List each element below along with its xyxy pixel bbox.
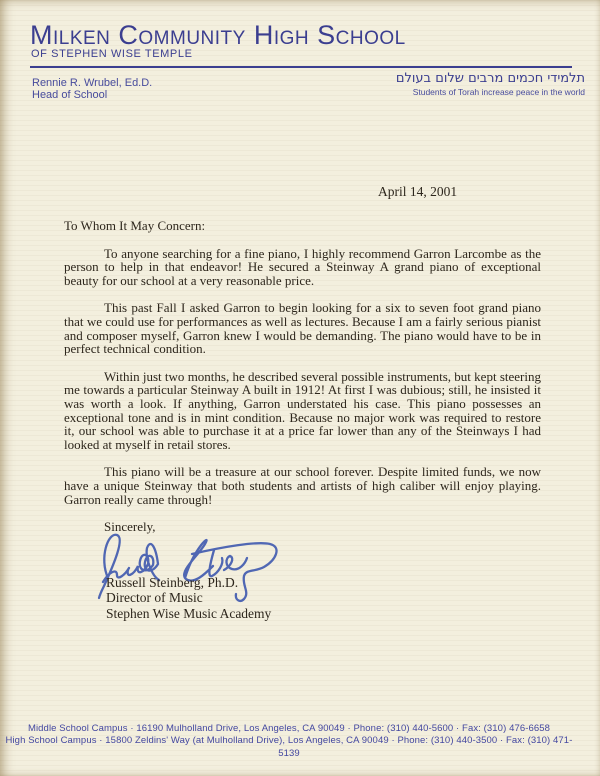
letter-date: April 14, 2001: [378, 184, 458, 199]
head-of-school-block: [32, 77, 152, 101]
signer-title: Director of Music: [106, 590, 203, 606]
school-name: Milken Community High School: [30, 20, 406, 50]
hebrew-motto: תלמידי חכמים מרבים שלום בעולם: [395, 71, 585, 86]
signer-org: Stephen Wise Music Academy: [106, 605, 272, 621]
paragraph-1: To anyone searching for a fine piano, I highly recommend Garron Larcombe as the person to help in that endeavor! He secured a Steinway A grand piano of exceptional beauty for our school at a very reasonable price.: [64, 245, 541, 289]
signer-name: Russell Steinberg, Ph.D.: [106, 575, 239, 590]
closing-sincerely: Sincerely,: [104, 518, 156, 534]
signature-block: [106, 575, 271, 621]
footer-middle-school-campus: Middle School Campus · 16190 Mulholland Drive, Los Angeles, CA 90049 · Phone: (310) 440-5600 · Fax: (310) 476-6658: [27, 723, 551, 734]
paragraph-2: This past Fall I asked Garron to begin looking for a six to seven foot grand piano that we could use for performances as well as lectures. Because I am a fairly serious pianist and composer myself, Garron knew I would be demanding. The piano would have to be in perfect technical condition.: [64, 300, 541, 357]
footer-addresses: [0, 723, 578, 760]
head-of-school-name: Rennie R. Wrubel, Ed.D.: [32, 77, 153, 89]
school-motto-block: [396, 72, 585, 98]
letterhead-divider: [30, 66, 572, 68]
letter-body: [64, 219, 541, 534]
footer-high-school-campus: High School Campus · 15800 Zeldins' Way (at Mulholland Drive), Los Angeles, CA 90049 · Phone: (310) 440-3500 · Fax: (310) 471-5139: [5, 735, 573, 759]
paragraph-4: This piano will be a treasure at our school forever. Despite limited funds, we now have a unique Steinway that both students and artists of high caliber will enjoy playing. Garron really came through!: [64, 464, 541, 507]
paragraph-3: Within just two months, he described several possible instruments, but kept steering me towards a particular Steinway A built in 1912! At first I was dubious; still, he insisted it was worth a look. If anything, Garron understated his case. This piano possesses an exceptional tone and is in mint condition. Because no major work was required to restore it, our school was able to purchase it at a price far lower than any of the Steinways I had looked at myself in retail stores.: [64, 368, 541, 453]
salutation: To Whom It May Concern:: [64, 218, 206, 233]
head-of-school-title: Head of School: [32, 89, 108, 101]
school-subtitle: OF STEPHEN WISE TEMPLE: [31, 48, 193, 60]
motto-translation: Students of Torah increase peace in the world: [412, 87, 585, 97]
